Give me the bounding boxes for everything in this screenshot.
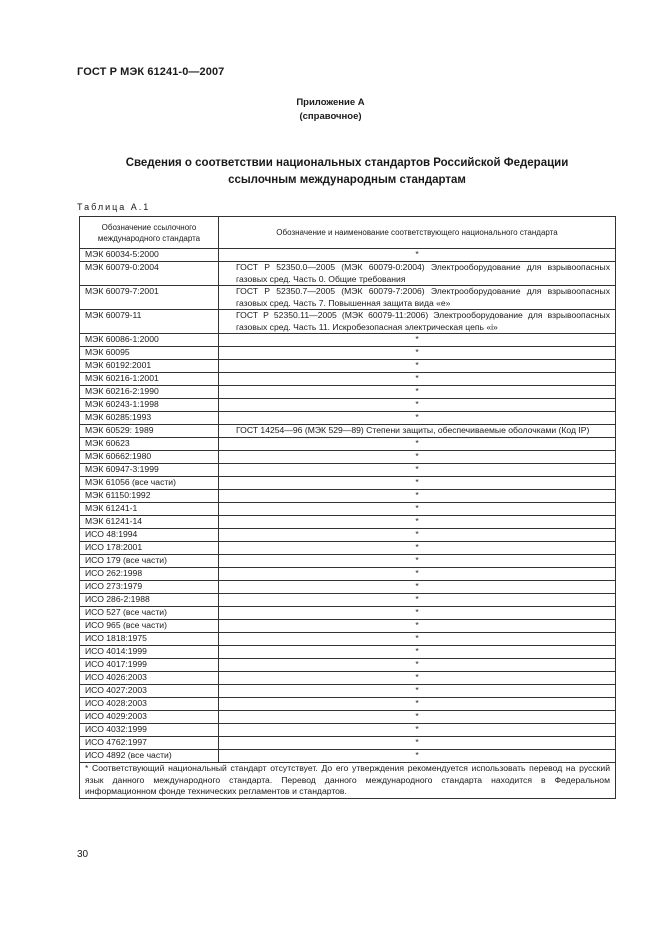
national-standard-cell: * <box>219 464 616 477</box>
national-standard-cell: * <box>219 542 616 555</box>
table-row <box>80 451 616 464</box>
national-standard-cell: * <box>219 360 616 373</box>
table-row <box>80 594 616 607</box>
international-standard-cell: ИСО 273:1979 <box>80 581 219 594</box>
international-standard-cell: МЭК 61241-1 <box>80 503 219 516</box>
international-standard-cell: МЭК 61150:1992 <box>80 490 219 503</box>
international-standard-cell: ИСО 4017:1999 <box>80 659 219 672</box>
national-standard-cell: * <box>219 347 616 360</box>
international-standard-cell: МЭК 61241-14 <box>80 516 219 529</box>
international-standard-cell: МЭК 60216-2:1990 <box>80 386 219 399</box>
table-row <box>80 386 616 399</box>
national-standard-text: ГОСТ Р 52350.11—2005 (МЭК 60079-11:2006) Электрооборудование для взрывоопасных газовых сред. Часть 11. Искробезопасная электрическая цепь «i» <box>236 310 610 332</box>
international-standard-cell: ИСО 262:1998 <box>80 568 219 581</box>
international-standard-cell: МЭК 60243-1:1998 <box>80 399 219 412</box>
table-header-row <box>80 217 616 249</box>
national-standard-cell: * <box>219 490 616 503</box>
table-row <box>80 399 616 412</box>
table-row <box>80 249 616 262</box>
international-standard-cell: ИСО 4027:2003 <box>80 685 219 698</box>
national-standard-cell: * <box>219 685 616 698</box>
international-standard-cell: МЭК 60079-11 <box>80 310 219 334</box>
national-standard-cell: * <box>219 568 616 581</box>
national-standard-cell <box>219 425 616 438</box>
international-standard-cell: МЭК 60079-7:2001 <box>80 286 219 310</box>
international-standard-cell: МЭК 60095 <box>80 347 219 360</box>
table-row <box>80 737 616 750</box>
national-standard-text: ГОСТ Р 52350.0—2005 (МЭК 60079-0:2004) Электрооборудование для взрывоопасных газовых сред. Часть 0. Общие требования <box>236 262 610 284</box>
national-standard-cell <box>219 262 616 286</box>
national-standard-cell: * <box>219 334 616 347</box>
national-standard-cell: * <box>219 633 616 646</box>
document-header: ГОСТ Р МЭК 61241-0—2007 <box>77 66 225 78</box>
table-row <box>80 698 616 711</box>
international-standard-cell: ИСО 4029:2003 <box>80 711 219 724</box>
table-row <box>80 555 616 568</box>
international-standard-cell: ИСО 286-2:1988 <box>80 594 219 607</box>
table-row <box>80 711 616 724</box>
national-standard-cell: * <box>219 594 616 607</box>
table-row <box>80 373 616 386</box>
table-label: Таблица А.1 <box>77 202 151 212</box>
national-standard-cell: * <box>219 711 616 724</box>
national-standard-cell: * <box>219 477 616 490</box>
international-standard-cell: ИСО 527 (все части) <box>80 607 219 620</box>
annex-title: Приложение А <box>296 97 365 108</box>
national-standard-cell: * <box>219 750 616 763</box>
table-row <box>80 568 616 581</box>
page-number: 30 <box>77 849 89 860</box>
international-standard-cell: ИСО 965 (все части) <box>80 620 219 633</box>
national-standard-cell: * <box>219 737 616 750</box>
table-row <box>80 581 616 594</box>
column-header-international: Обозначение ссылочного международного стандарта <box>80 217 219 249</box>
table-row <box>80 672 616 685</box>
national-standard-cell: * <box>219 659 616 672</box>
international-standard-cell: ИСО 178:2001 <box>80 542 219 555</box>
table-row <box>80 685 616 698</box>
section-title-line-1: Сведения о соответствии национальных стандартов Российской Федерации <box>125 157 569 169</box>
international-standard-cell: МЭК 60216-1:2001 <box>80 373 219 386</box>
national-standard-cell: * <box>219 438 616 451</box>
international-standard-cell: МЭК 60947-3:1999 <box>80 464 219 477</box>
international-standard-cell: МЭК 60086-1:2000 <box>80 334 219 347</box>
international-standard-cell: МЭК 60034-5:2000 <box>80 249 219 262</box>
table-row <box>80 607 616 620</box>
table-row <box>80 620 616 633</box>
international-standard-cell: ИСО 1818:1975 <box>80 633 219 646</box>
international-standard-cell: ИСО 4032:1999 <box>80 724 219 737</box>
table-row <box>80 262 616 286</box>
national-standard-cell: * <box>219 698 616 711</box>
table-row <box>80 542 616 555</box>
national-standard-cell: * <box>219 373 616 386</box>
column-header-national: Обозначение и наименование соответствующего национального стандарта <box>219 217 616 249</box>
national-standard-cell: * <box>219 620 616 633</box>
section-title-line-2: ссылочным международным стандартам <box>228 174 466 186</box>
annex-heading <box>0 96 661 124</box>
section-title <box>77 155 617 189</box>
table-row <box>80 425 616 438</box>
international-standard-cell: МЭК 60192:2001 <box>80 360 219 373</box>
table-body <box>80 249 616 763</box>
national-standard-cell <box>219 286 616 310</box>
national-standard-cell: * <box>219 412 616 425</box>
international-standard-cell: МЭК 60662:1980 <box>80 451 219 464</box>
national-standard-cell: * <box>219 516 616 529</box>
table-row <box>80 360 616 373</box>
table-row <box>80 503 616 516</box>
national-standard-cell <box>219 310 616 334</box>
annex-subtitle: (справочное) <box>299 111 362 122</box>
table-row <box>80 750 616 763</box>
international-standard-cell: МЭК 60079-0:2004 <box>80 262 219 286</box>
international-standard-cell: ИСО 179 (все части) <box>80 555 219 568</box>
national-standard-cell: * <box>219 386 616 399</box>
international-standard-cell: МЭК 60285:1993 <box>80 412 219 425</box>
international-standard-cell: МЭК 61056 (все части) <box>80 477 219 490</box>
national-standard-cell: * <box>219 555 616 568</box>
table-row <box>80 633 616 646</box>
national-standard-cell: * <box>219 672 616 685</box>
national-standard-cell: * <box>219 724 616 737</box>
table-row <box>80 659 616 672</box>
table-row <box>80 412 616 425</box>
table-row <box>80 529 616 542</box>
table-row <box>80 438 616 451</box>
table-row <box>80 310 616 334</box>
international-standard-cell: ИСО 4026:2003 <box>80 672 219 685</box>
national-standard-cell: * <box>219 607 616 620</box>
table-row <box>80 516 616 529</box>
table-row <box>80 477 616 490</box>
national-standard-cell: * <box>219 503 616 516</box>
table-row <box>80 286 616 310</box>
national-standard-cell: * <box>219 451 616 464</box>
international-standard-cell: ИСО 4892 (все части) <box>80 750 219 763</box>
footnote-row <box>80 763 616 799</box>
correspondence-table <box>79 216 616 799</box>
table-row <box>80 724 616 737</box>
international-standard-cell: МЭК 60623 <box>80 438 219 451</box>
national-standard-cell: * <box>219 399 616 412</box>
international-standard-cell: ИСО 4762:1997 <box>80 737 219 750</box>
international-standard-cell: ИСО 4028:2003 <box>80 698 219 711</box>
table-row <box>80 490 616 503</box>
international-standard-cell: МЭК 60529: 1989 <box>80 425 219 438</box>
table-row <box>80 464 616 477</box>
table-footnote: * Соответствующий национальный стандарт отсутствует. До его утверждения рекомендуется использовать перевод на русский язык данного международного стандарта. Перевод данного международного стандарта находится в Федеральном информационном фонде технических регламентов и стандартов. <box>80 763 616 799</box>
international-standard-cell: ИСО 4014:1999 <box>80 646 219 659</box>
national-standard-text: ГОСТ Р 52350.7—2005 (МЭК 60079-7:2006) Электрооборудование для взрывоопасных газовых сред. Часть 7. Повышенная защита вида «е» <box>236 286 610 308</box>
table-row <box>80 347 616 360</box>
table-row <box>80 646 616 659</box>
international-standard-cell: ИСО 48:1994 <box>80 529 219 542</box>
national-standard-cell: * <box>219 529 616 542</box>
national-standard-cell: * <box>219 581 616 594</box>
national-standard-text: ГОСТ 14254—96 (МЭК 529—89) Степени защиты, обеспечиваемые оболочками (Код IP) <box>236 425 590 435</box>
national-standard-cell: * <box>219 249 616 262</box>
table-row <box>80 334 616 347</box>
national-standard-cell: * <box>219 646 616 659</box>
